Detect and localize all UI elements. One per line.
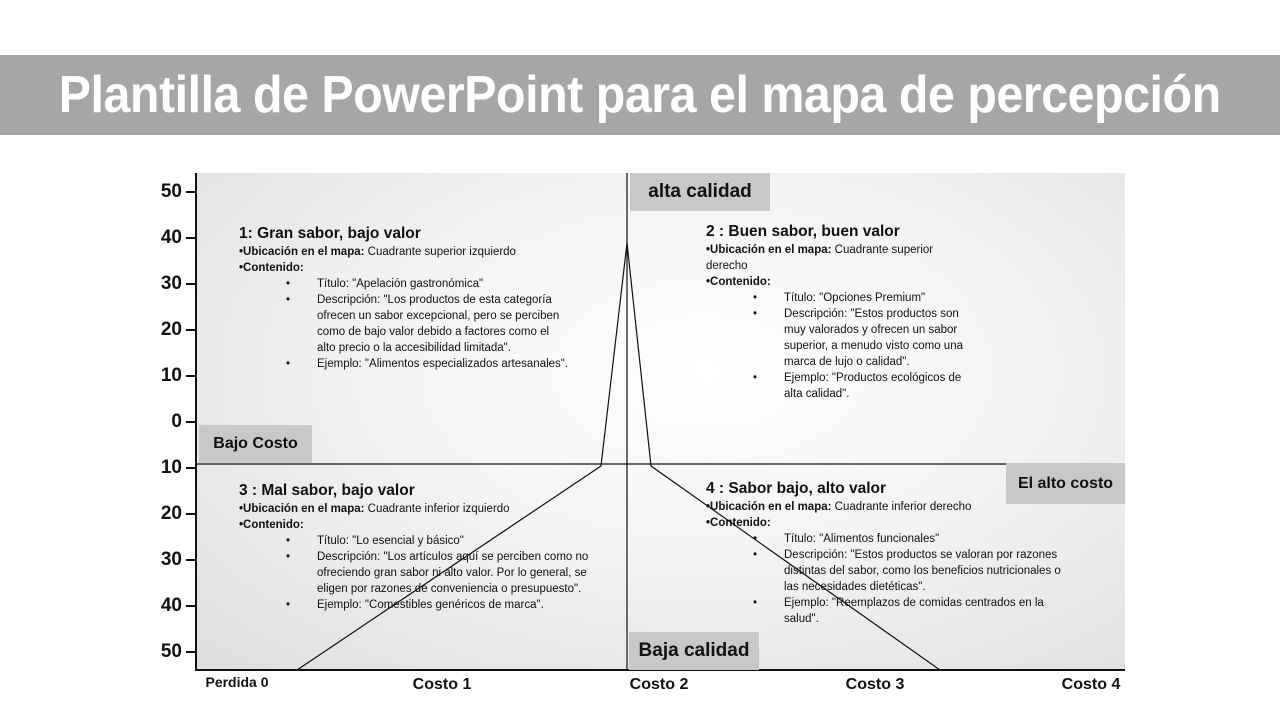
y-tick-mark (186, 283, 195, 285)
list-item: • Título: "Lo esencial y básico" (317, 533, 599, 549)
y-tick-mark (186, 237, 195, 239)
list-item: • Título: "Opciones Premium" (784, 290, 976, 306)
content-label: •Contenido: (706, 517, 771, 529)
quadrant-1-text (239, 224, 569, 372)
y-tick-mark (186, 191, 195, 193)
quadrant-heading: 1: Gran sabor, bajo valor (239, 225, 421, 242)
y-tick-label: 50 (160, 641, 182, 662)
y-tick-mark (186, 559, 195, 561)
y-tick-mark (186, 513, 195, 515)
y-tick-mark (186, 605, 195, 607)
content-label: •Contenido: (239, 519, 304, 531)
y-tick-label: 0 (171, 411, 182, 432)
location-line (706, 242, 976, 274)
x-tick-label: Costo 2 (629, 676, 689, 693)
location-value: Cuadrante superior derecho (706, 244, 934, 272)
x-tick-label: Perdida 0 (205, 674, 269, 690)
y-tick-mark (186, 421, 195, 423)
y-tick-label: 40 (160, 227, 182, 248)
location-line (706, 499, 1066, 515)
location-value: Cuadrante inferior derecho (831, 501, 972, 513)
y-axis-line (195, 173, 197, 671)
list-item: • Título: "Alimentos funcionales" (784, 531, 1066, 547)
y-tick-label: 20 (160, 503, 182, 524)
list-item: • Ejemplo: "Reemplazos de comidas centrados en la salud". (784, 595, 1066, 627)
content-list (239, 533, 599, 613)
y-tick-mark (186, 375, 195, 377)
page-title: Plantilla de PowerPoint para el mapa de percepción (59, 66, 1221, 124)
location-value: Cuadrante superior izquierdo (364, 246, 516, 258)
list-item: • Descripción: "Los artículos aquí se perciben como no ofreciendo gran sabor ni alto valor. Por lo general, se eligen por razones de conveniencia o presupuesto". (317, 549, 599, 597)
high-quality-label: alta calidad (630, 173, 770, 211)
location-label: •Ubicación en el mapa: (239, 246, 365, 258)
content-label: •Contenido: (239, 262, 304, 274)
location-label: •Ubicación en el mapa: (706, 501, 832, 513)
quadrant-heading: 4 : Sabor bajo, alto valor (706, 480, 887, 497)
y-tick-mark (186, 467, 195, 469)
quadrant-3-text (239, 481, 599, 613)
list-item: • Descripción: "Estos productos se valoran por razones distintas del sabor, como los beneficios nutricionales o las necesidades dietéticas". (784, 547, 1066, 595)
high-cost-label: El alto costo (1006, 463, 1125, 504)
quadrant-heading: 3 : Mal sabor, bajo valor (239, 482, 415, 499)
y-tick-label: 10 (160, 365, 182, 386)
y-tick-label: 40 (160, 595, 182, 616)
content-label: •Contenido: (706, 276, 771, 288)
low-cost-label: Bajo Costo (199, 425, 312, 463)
y-tick-mark (186, 651, 195, 653)
location-label: •Ubicación en el mapa: (706, 244, 832, 256)
low-quality-label: Baja calidad (629, 632, 759, 670)
y-tick-label: 20 (160, 319, 182, 340)
list-item: • Ejemplo: "Comestibles genéricos de marca". (317, 597, 599, 613)
location-value: Cuadrante inferior izquierdo (364, 503, 510, 515)
y-tick-label: 10 (160, 457, 182, 478)
content-list (706, 290, 976, 402)
list-item: • Descripción: "Los productos de esta categoría ofrecen un sabor excepcional, pero se perciben como de bajo valor debido a factores como el alto precio o la accesibilidad limitada". (317, 292, 569, 356)
x-tick-label: Costo 4 (1061, 676, 1121, 693)
y-tick-label: 30 (160, 273, 182, 294)
quadrant-4-text (706, 479, 1066, 627)
list-item: • Título: "Apelación gastronómica" (317, 276, 569, 292)
list-item: • Ejemplo: "Alimentos especializados artesanales". (317, 356, 569, 372)
y-tick-mark (186, 329, 195, 331)
list-item: • Ejemplo: "Productos ecológicos de alta calidad". (784, 370, 976, 402)
location-label: •Ubicación en el mapa: (239, 503, 365, 515)
y-tick-label: 50 (160, 181, 182, 202)
content-list (239, 276, 569, 372)
quadrant-2-text (706, 222, 976, 402)
content-list (706, 531, 1066, 627)
location-line (239, 501, 599, 517)
location-line (239, 244, 569, 260)
list-item: • Descripción: "Estos productos son muy valorados y ofrecen un sabor superior, a menudo visto como una marca de lujo o calidad". (784, 306, 976, 370)
x-tick-label: Costo 3 (845, 676, 905, 693)
x-tick-label: Costo 1 (412, 676, 472, 693)
y-tick-label: 30 (160, 549, 182, 570)
quadrant-heading: 2 : Buen sabor, buen valor (706, 223, 900, 240)
